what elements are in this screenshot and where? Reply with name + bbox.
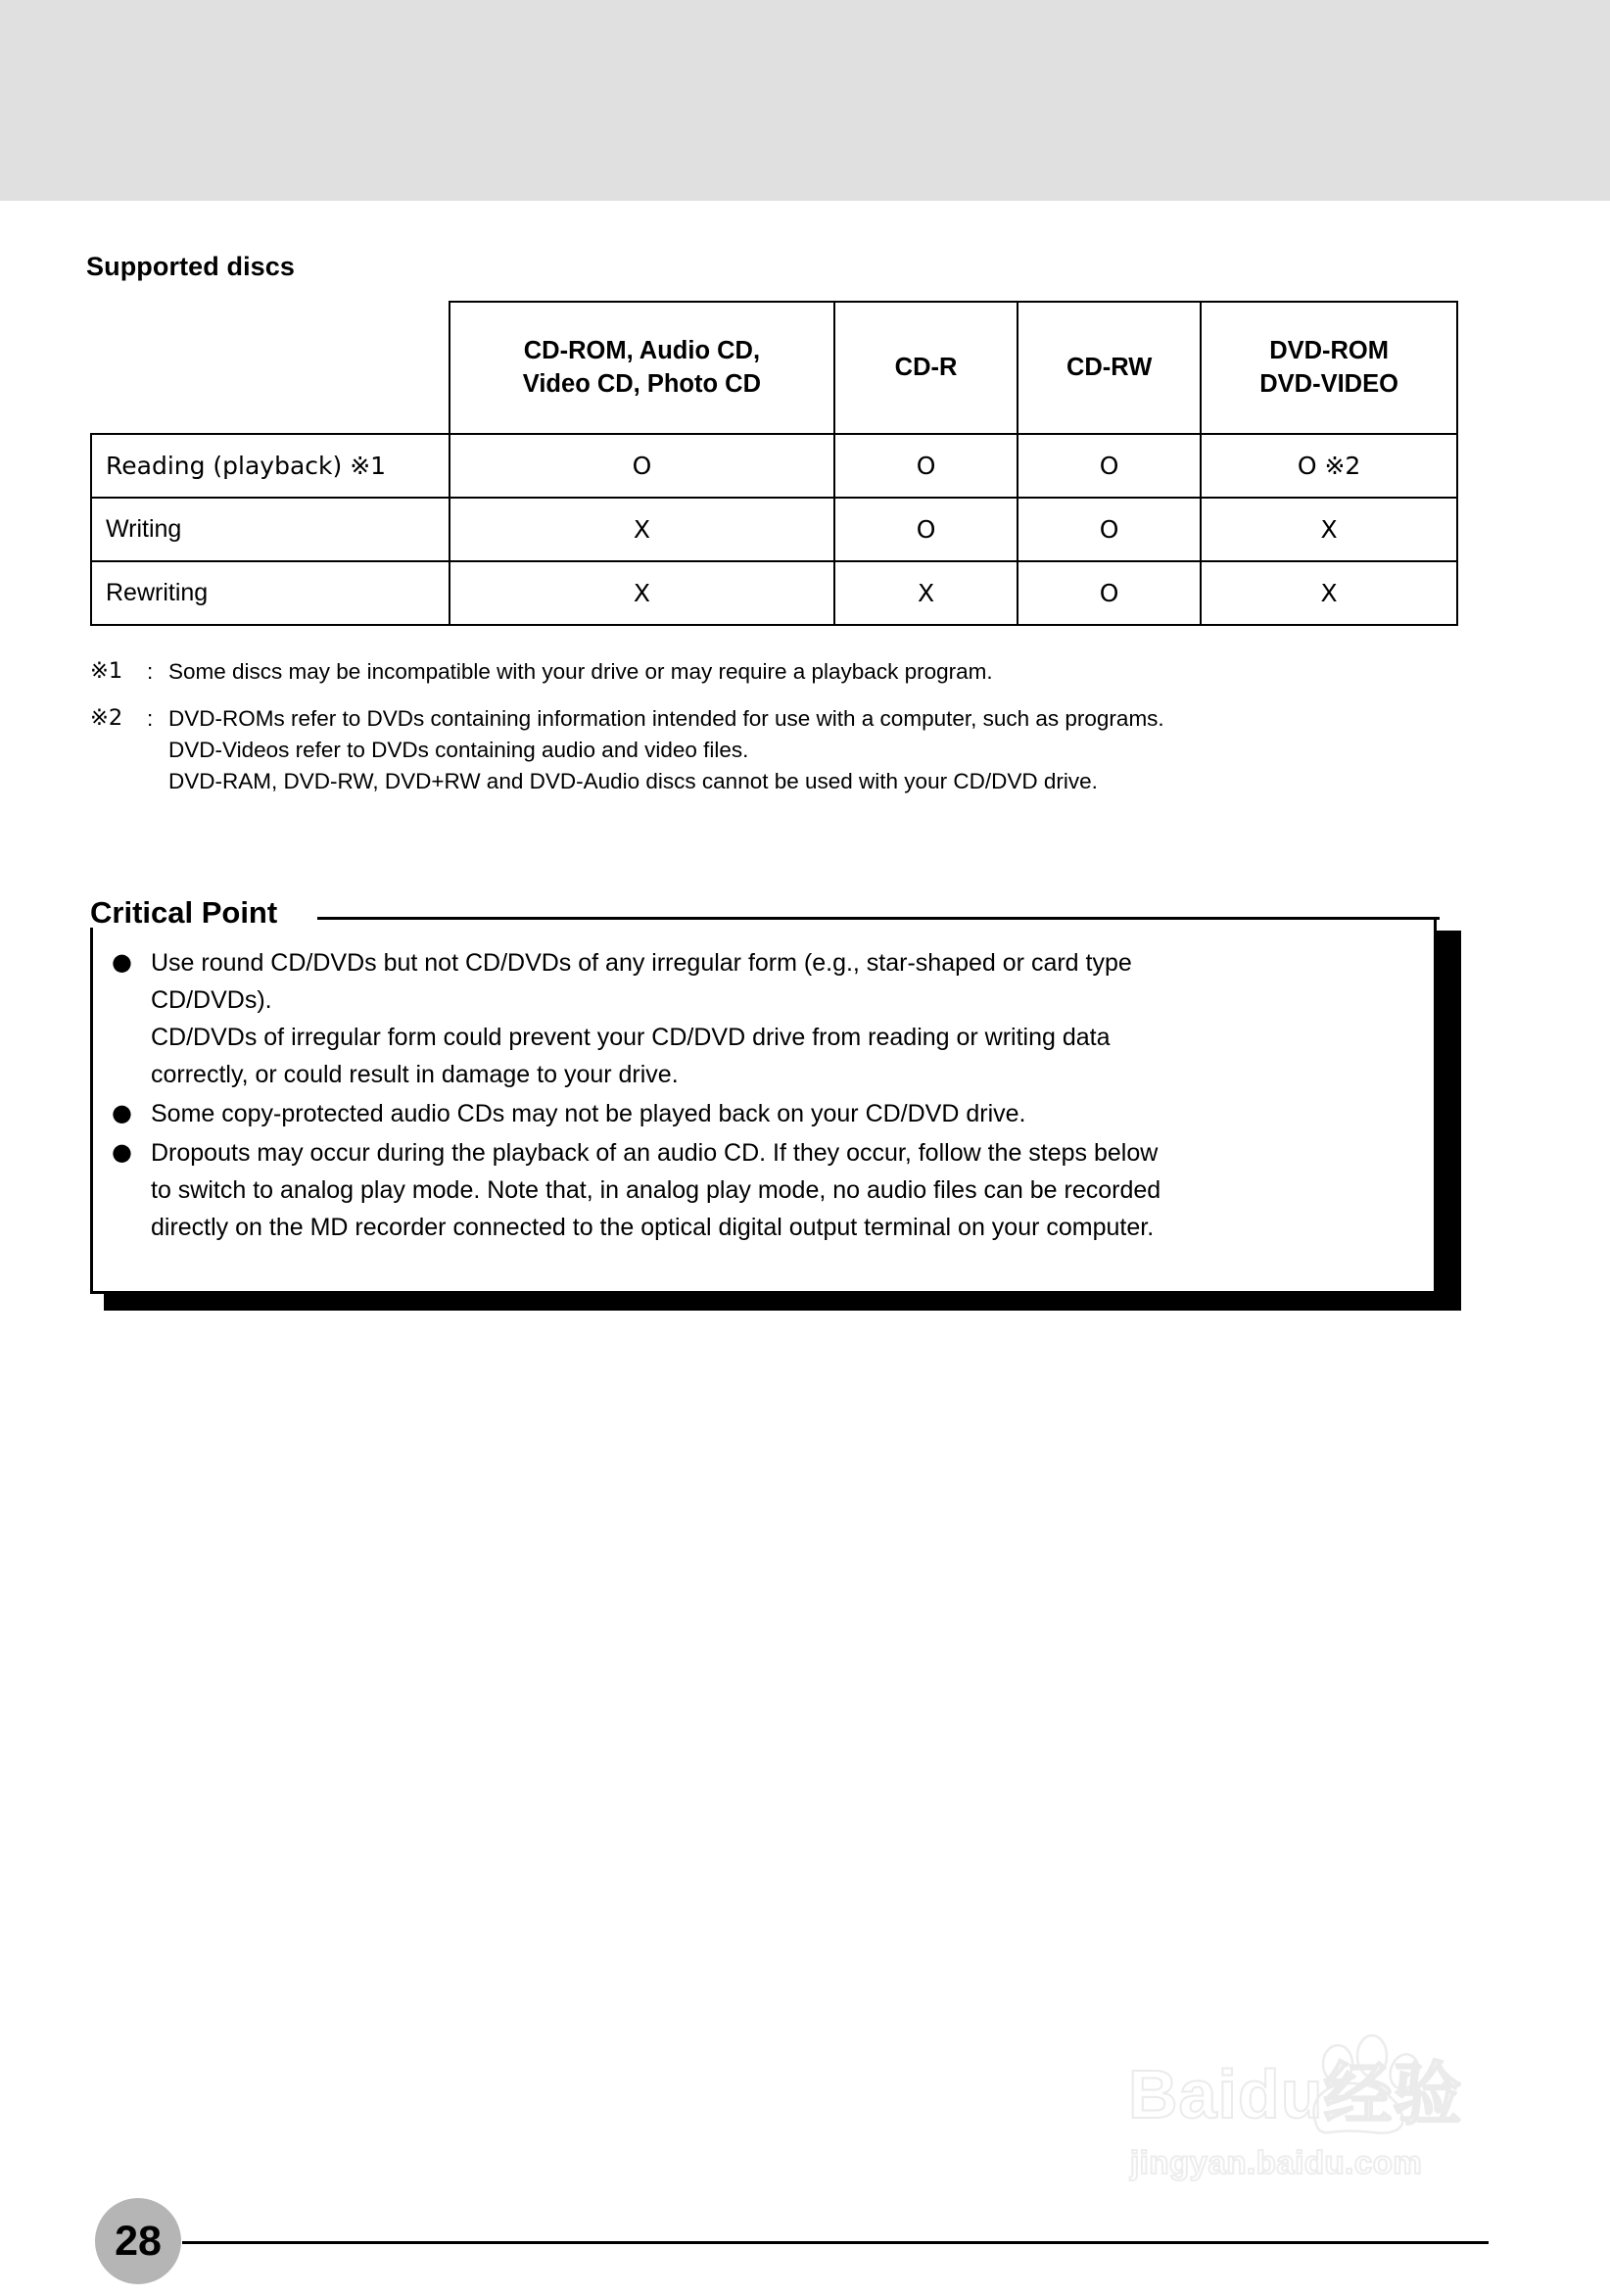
table-col-header-cd-rom xyxy=(450,302,834,434)
footnote-body xyxy=(168,703,1481,797)
cell-rewriting-dvd: X xyxy=(1201,561,1457,625)
row-label-writing: Writing xyxy=(91,498,450,561)
cell-reading-dvd: O ※2 xyxy=(1201,434,1457,498)
footnote-line: DVD-Videos refer to DVDs containing audio and video files. xyxy=(168,737,749,762)
footnote-marker: ※1 xyxy=(90,658,123,684)
section-heading: Supported discs xyxy=(86,252,296,281)
callout-bullet-item-2 xyxy=(112,1095,1409,1132)
page-number-badge: 28 xyxy=(95,2198,181,2284)
col-header-line: DVD-VIDEO xyxy=(1259,369,1398,398)
table-col-header-cd-rw xyxy=(1018,302,1201,434)
callout-bullet-item-3 xyxy=(112,1134,1409,1246)
cell-writing-cdr: O xyxy=(834,498,1018,561)
footnote-colon: : xyxy=(147,659,154,684)
table-col-header-cd-r xyxy=(834,302,1018,434)
row-label-rewriting: Rewriting xyxy=(91,561,450,625)
bullet-line: to switch to analog play mode. Note that, in analog play mode, no audio files can be recorded xyxy=(151,1176,1161,1204)
baidu-watermark xyxy=(1128,2033,1520,2219)
table-footnotes xyxy=(90,656,1481,813)
paw-print-icon xyxy=(1295,2033,1442,2135)
table-col-header-dvd xyxy=(1201,302,1457,434)
footnote-1 xyxy=(90,656,1481,688)
col-header-line: CD-RW xyxy=(1065,353,1153,381)
bullet-icon: ● xyxy=(112,1099,132,1126)
watermark-brand-cn: 经验 xyxy=(1323,2056,1463,2132)
footer-rule xyxy=(182,2241,1489,2244)
cell-rewriting-cdr: X xyxy=(834,561,1018,625)
bullet-line: directly on the MD recorder connected to the optical digital output terminal on your computer. xyxy=(151,1214,1155,1241)
callout-title: Critical Point xyxy=(90,897,289,928)
table-row xyxy=(91,498,1457,561)
bullet-line: correctly, or could result in damage to your drive. xyxy=(151,1061,679,1088)
bullet-text xyxy=(151,944,1409,1093)
footnote-2 xyxy=(90,703,1481,797)
footnote-body xyxy=(168,656,1481,688)
bullet-line: Dropouts may occur during the playback of an audio CD. If they occur, follow the steps below xyxy=(151,1139,1159,1167)
cell-writing-cdrom: X xyxy=(450,498,834,561)
bullet-icon: ● xyxy=(112,948,132,976)
cell-reading-cdrom: O xyxy=(450,434,834,498)
table-corner-cell xyxy=(91,302,450,434)
footnote-line: DVD-RAM, DVD-RW, DVD+RW and DVD-Audio discs cannot be used with your CD/DVD drive. xyxy=(168,768,1098,793)
supported-discs-table xyxy=(90,301,1458,626)
bullet-icon: ● xyxy=(112,1138,132,1166)
bullet-line: Use round CD/DVDs but not CD/DVDs of any irregular form (e.g., star-shaped or card type xyxy=(151,949,1132,977)
cell-writing-dvd: X xyxy=(1201,498,1457,561)
cell-reading-cdr: O xyxy=(834,434,1018,498)
footnote-line: Some discs may be incompatible with your drive or may require a playback program. xyxy=(168,659,993,684)
col-header-line: Video CD, Photo CD xyxy=(522,369,761,398)
table-row xyxy=(91,434,1457,498)
cell-rewriting-cdrw: O xyxy=(1018,561,1201,625)
page-header-band xyxy=(0,0,1610,201)
watermark-brand xyxy=(1128,2056,1463,2132)
table-row xyxy=(91,561,1457,625)
bullet-line: CD/DVDs of irregular form could prevent your CD/DVD drive from reading or writing data xyxy=(151,1024,1111,1051)
bullet-line: CD/DVDs). xyxy=(151,986,272,1014)
watermark-url: jingyan.baidu.com xyxy=(1130,2144,1423,2180)
callout-content xyxy=(90,917,1437,1268)
col-header-line: CD-ROM, Audio CD, xyxy=(523,336,761,364)
footnote-colon: : xyxy=(147,705,154,731)
bullet-text xyxy=(151,1095,1409,1132)
cell-writing-cdrw: O xyxy=(1018,498,1201,561)
bullet-line: Some copy-protected audio CDs may not be played back on your CD/DVD drive. xyxy=(151,1100,1026,1127)
col-header-line: CD-R xyxy=(894,353,958,381)
watermark-brand-text: Baidu xyxy=(1128,2056,1324,2132)
footnote-line: DVD-ROMs refer to DVDs containing information intended for use with a computer, such as programs. xyxy=(168,705,1164,731)
callout-bullet-item-1 xyxy=(112,944,1409,1093)
table-header-row xyxy=(91,302,1457,434)
col-header-line: DVD-ROM xyxy=(1269,336,1390,364)
row-label-reading: Reading (playback) ※1 xyxy=(91,434,450,498)
cell-rewriting-cdrom: X xyxy=(450,561,834,625)
cell-reading-cdrw: O xyxy=(1018,434,1201,498)
footnote-marker: ※2 xyxy=(90,704,123,731)
bullet-text xyxy=(151,1134,1409,1246)
